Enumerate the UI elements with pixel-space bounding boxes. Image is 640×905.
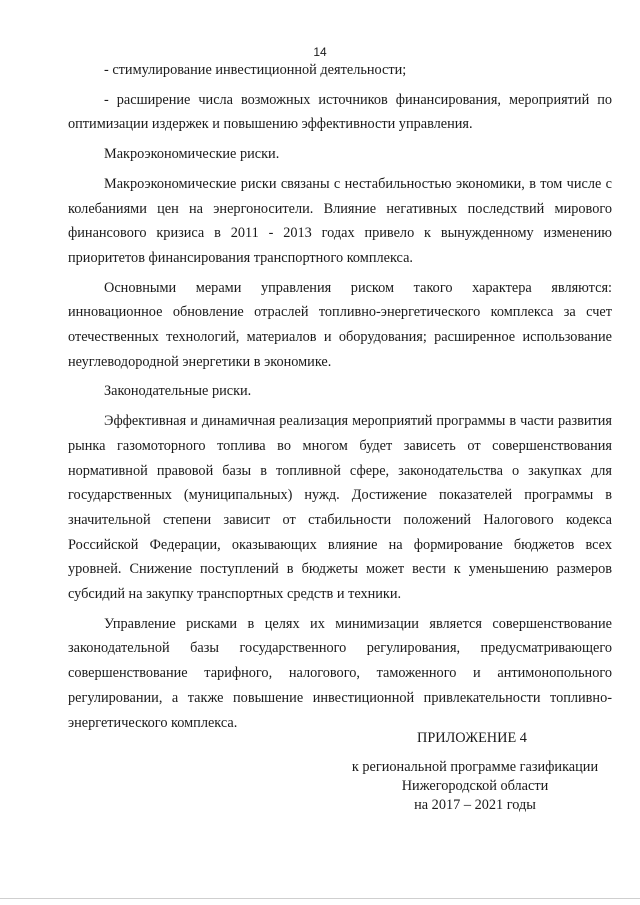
- paragraph-funding-sources: - расширение числа возможных источников финансирования, мероприятий по оптимизации издержек и повышению эффективности управления.: [68, 91, 612, 133]
- paragraph-risk-minimization: Управление рисками в целях их минимизации является совершенствование законодательной базы государственного регулирования, предусматривающего совершенствование тарифного, налогового, таможенного и антимонопольного регулировании, а также повышение инвестиционной привлекательности топливно-энергетического комплекса.: [68, 615, 612, 731]
- paragraph-investment-stimulation: - стимулирование инвестиционной деятельности;: [104, 62, 407, 78]
- appendix-line-years: на 2017 – 2021 годы: [414, 797, 536, 813]
- heading-macroeconomic-risks: Макроэкономические риски.: [104, 146, 280, 163]
- appendix-reference: [330, 758, 620, 815]
- paragraph-risk-management-measures: Основными мерами управления риском такого характера являются: инновационное обновление отраслей топливно-энергетического комплекса за счет отечественных технологий, материалов и оборудования; расширенное использование неуглеводородной энергетики в экономике.: [68, 279, 612, 370]
- paragraph-legislative-risks: Эффективная и динамичная реализация мероприятий программы в части развития рынка газомоторного топлива во многом будет зависеть от совершенствования нормативной правовой базы в топливной сфере, законодательства о закупках для государственных (муниципальных) нужд. Достижение показателей программы в значительной степени зависит от стабильности положений Налогового кодекса Российской Федерации, оказывающих влияние на формирование бюджетов всех уровней. Снижение поступлений в бюджеты может вести к уменьшению размеров субсидий на закупку транспортных средств и техники.: [68, 413, 612, 603]
- appendix-title: ПРИЛОЖЕНИЕ 4: [417, 730, 527, 746]
- appendix-line-program: к региональной программе газификации: [351, 759, 599, 775]
- heading-legislative-risks: Законодательные риски.: [104, 383, 252, 400]
- page-number: 14: [313, 45, 327, 59]
- appendix-line-region: Нижегородской области: [401, 778, 549, 794]
- document-body: [68, 58, 612, 735]
- paragraph-macroeconomic-risks: Макроэкономические риски связаны с нестабильностью экономики, в том числе с колебаниями цен на энергоносители. Влияние негативных последствий мирового финансового кризиса в 2011 - 2013 годах привело к вынужденному изменению приоритетов финансирования транспортного комплекса.: [68, 175, 612, 266]
- scan-edge-line: [0, 898, 640, 899]
